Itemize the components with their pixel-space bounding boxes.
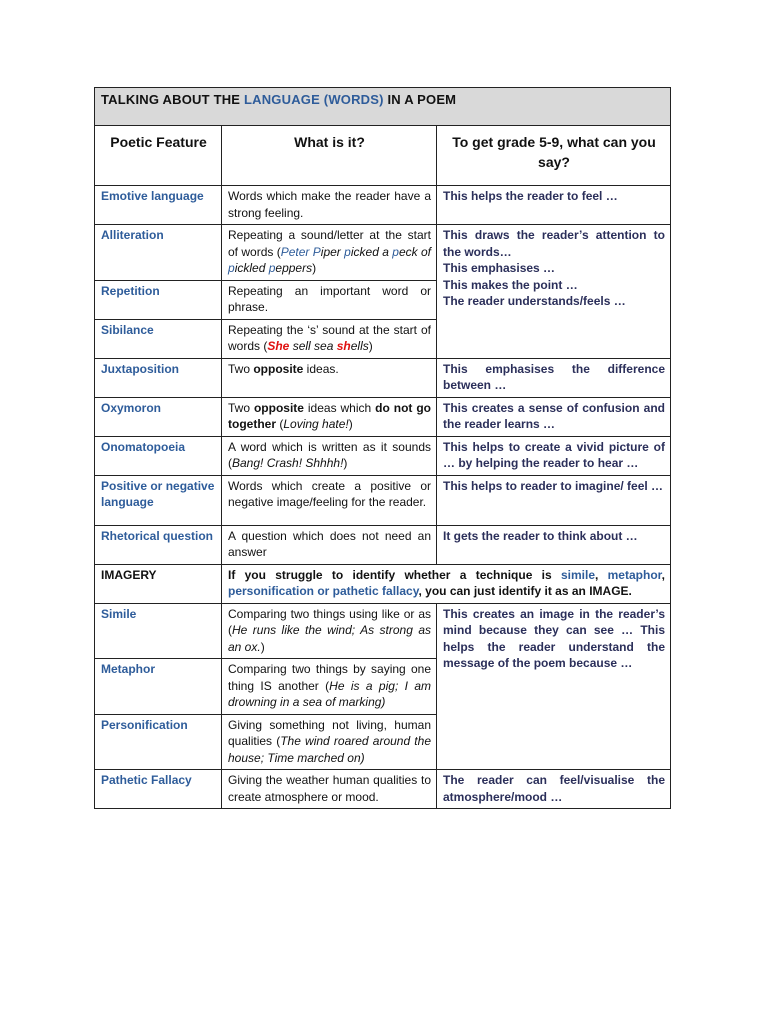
imagery-row xyxy=(95,564,671,603)
imagery-label: IMAGERY xyxy=(95,564,222,603)
say-cell: This helps to create a vivid picture of … by helping the reader to hear … xyxy=(437,436,671,475)
table-row xyxy=(95,475,671,525)
imagery-note: If you struggle to identify whether a technique is simile, metaphor, personification or pathetic fallacy, you can just identify it as an IMAGE. xyxy=(222,564,671,603)
say-cell: This helps to reader to imagine/ feel … xyxy=(437,475,671,525)
what-cell: A word which is written as it sounds (Bang! Crash! Shhhh!) xyxy=(222,436,437,475)
table-row xyxy=(95,525,671,564)
what-cell: Comparing two things using like or as (He runs like the wind; As strong as an ox.) xyxy=(222,603,437,659)
say-cell: This draws the reader’s attention to the words… This emphasises … This makes the point … The reader understands/feels … xyxy=(437,225,671,359)
feature-cell: Juxtaposition xyxy=(95,358,222,397)
table-row xyxy=(95,397,671,436)
table-row xyxy=(95,436,671,475)
feature-cell: Alliteration xyxy=(95,225,222,281)
what-cell: A question which does not need an answer xyxy=(222,525,437,564)
say-cell: The reader can feel/visualise the atmosphere/mood … xyxy=(437,770,671,809)
table-row xyxy=(95,603,671,659)
table-row xyxy=(95,225,671,281)
header-row xyxy=(95,126,671,186)
title-row xyxy=(95,88,671,126)
header-what: What is it? xyxy=(222,126,437,186)
feature-cell: Repetition xyxy=(95,280,222,319)
what-cell: Repeating the ‘s’ sound at the start of words (She sell sea shells) xyxy=(222,319,437,358)
header-say: To get grade 5-9, what can you say? xyxy=(437,126,671,186)
what-cell: Comparing two things by saying one thing IS another (He is a pig; I am drowning in a sea of marking) xyxy=(222,659,437,715)
feature-cell: Simile xyxy=(95,603,222,659)
feature-cell: Pathetic Fallacy xyxy=(95,770,222,809)
feature-cell: Onomatopoeia xyxy=(95,436,222,475)
header-feature: Poetic Feature xyxy=(95,126,222,186)
feature-cell: Personification xyxy=(95,714,222,770)
table-row xyxy=(95,770,671,809)
poetic-features-table xyxy=(94,87,671,809)
what-cell: Two opposite ideas which do not go together (Loving hate!) xyxy=(222,397,437,436)
what-cell: Repeating a sound/letter at the start of words (Peter Piper picked a peck of pickled peppers) xyxy=(222,225,437,281)
table-title: TALKING ABOUT THE LANGUAGE (WORDS) IN A POEM xyxy=(95,88,671,126)
say-cell: This creates an image in the reader’s mind because they can see … This helps the reader understand the message of the poem because … xyxy=(437,603,671,770)
say-cell: This helps the reader to feel … xyxy=(437,186,671,225)
feature-cell: Oxymoron xyxy=(95,397,222,436)
say-cell: This creates a sense of confusion and the reader learns … xyxy=(437,397,671,436)
say-cell: This emphasises the difference between … xyxy=(437,358,671,397)
table-row xyxy=(95,186,671,225)
feature-cell: Metaphor xyxy=(95,659,222,715)
feature-cell: Emotive language xyxy=(95,186,222,225)
feature-cell: Positive or negative language xyxy=(95,475,222,525)
table-row xyxy=(95,358,671,397)
what-cell: Two opposite ideas. xyxy=(222,358,437,397)
what-cell: Giving something not living, human qualities (The wind roared around the house; Time marched on) xyxy=(222,714,437,770)
feature-cell: Rhetorical question xyxy=(95,525,222,564)
worksheet xyxy=(94,87,670,809)
what-cell: Words which create a positive or negative image/feeling for the reader. xyxy=(222,475,437,525)
what-cell: Giving the weather human qualities to create atmosphere or mood. xyxy=(222,770,437,809)
what-cell: Repeating an important word or phrase. xyxy=(222,280,437,319)
say-cell: It gets the reader to think about … xyxy=(437,525,671,564)
what-cell: Words which make the reader have a strong feeling. xyxy=(222,186,437,225)
feature-cell: Sibilance xyxy=(95,319,222,358)
